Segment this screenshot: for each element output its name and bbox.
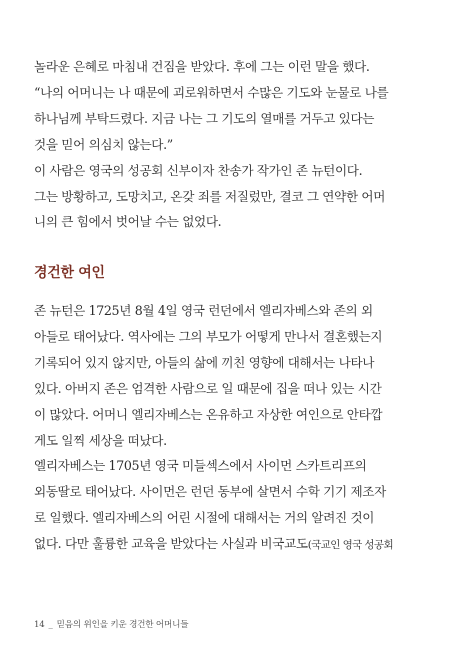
- text-line: “나의 어머니는 나 때문에 괴로워하면서 수많은 기도와 눈물로 나를: [34, 84, 389, 100]
- text-line: 있다. 아버지 존은 엄격한 사람으로 일 때문에 집을 떠나 있는 시간: [34, 380, 382, 396]
- text-line: 하나님께 부탁드렸다. 지금 나는 그 기도의 열매를 거두고 있다는: [34, 110, 375, 126]
- body-text-bottom: [34, 298, 438, 559]
- text-line: 기록되어 있지 않지만, 아들의 삶에 끼친 영향에 대해서는 나타나: [34, 354, 375, 370]
- text-line: 존 뉴턴은 1725년 8월 4일 영국 런던에서 엘리자베스와 존의 외: [34, 303, 373, 318]
- text-line: 니의 큰 힘에서 벗어날 수는 없었다.: [34, 214, 222, 230]
- text-line: 엘리자베스는 1705년 영국 미들섹스에서 사이먼 스카트리프의: [34, 458, 367, 474]
- text-line: 이 사람은 영국의 성공회 신부이자 찬송가 작가인 존 뉴턴이다.: [34, 162, 363, 178]
- text-line: 것을 믿어 의심치 않는다.”: [34, 136, 173, 152]
- page-number: 14: [34, 620, 45, 630]
- text-line: 로 일했다. 엘리자베스의 어린 시절에 대해서는 거의 알려진 것이: [34, 510, 375, 526]
- section-heading: 경건한 여인: [34, 265, 105, 281]
- running-title: 믿음의 위인을 키운 경건한 어머니들: [56, 620, 189, 630]
- text-line-last: [34, 531, 438, 559]
- text-line: 외동딸로 태어났다. 사이먼은 런던 동부에 살면서 수학 기기 제조자: [34, 484, 386, 500]
- page-footer: [34, 618, 188, 630]
- footer-separator: _: [48, 620, 53, 630]
- text-line-main: 없다. 다만 훌륭한 교육을 받았다는 사실과 비국교도: [34, 536, 308, 552]
- text-line: 이 많았다. 어머니 엘리자베스는 온유하고 자상한 여인으로 안타깝: [34, 406, 383, 422]
- body-text-top: [34, 54, 438, 235]
- text-line: 놀라운 은혜로 마침내 건짐을 받았다. 후에 그는 이런 말을 했다.: [34, 59, 370, 74]
- text-line: 게도 일찍 세상을 떠났다.: [34, 432, 167, 448]
- text-line: 그는 방황하고, 도망치고, 온갖 죄를 저질렀만, 결코 그 연약한 어머: [34, 188, 386, 204]
- inline-small-note: (국교인 영국 성공회: [307, 539, 394, 552]
- text-line: 아들로 태어났다. 역사에는 그의 부모가 어떻게 만나서 결혼했는지: [34, 328, 383, 344]
